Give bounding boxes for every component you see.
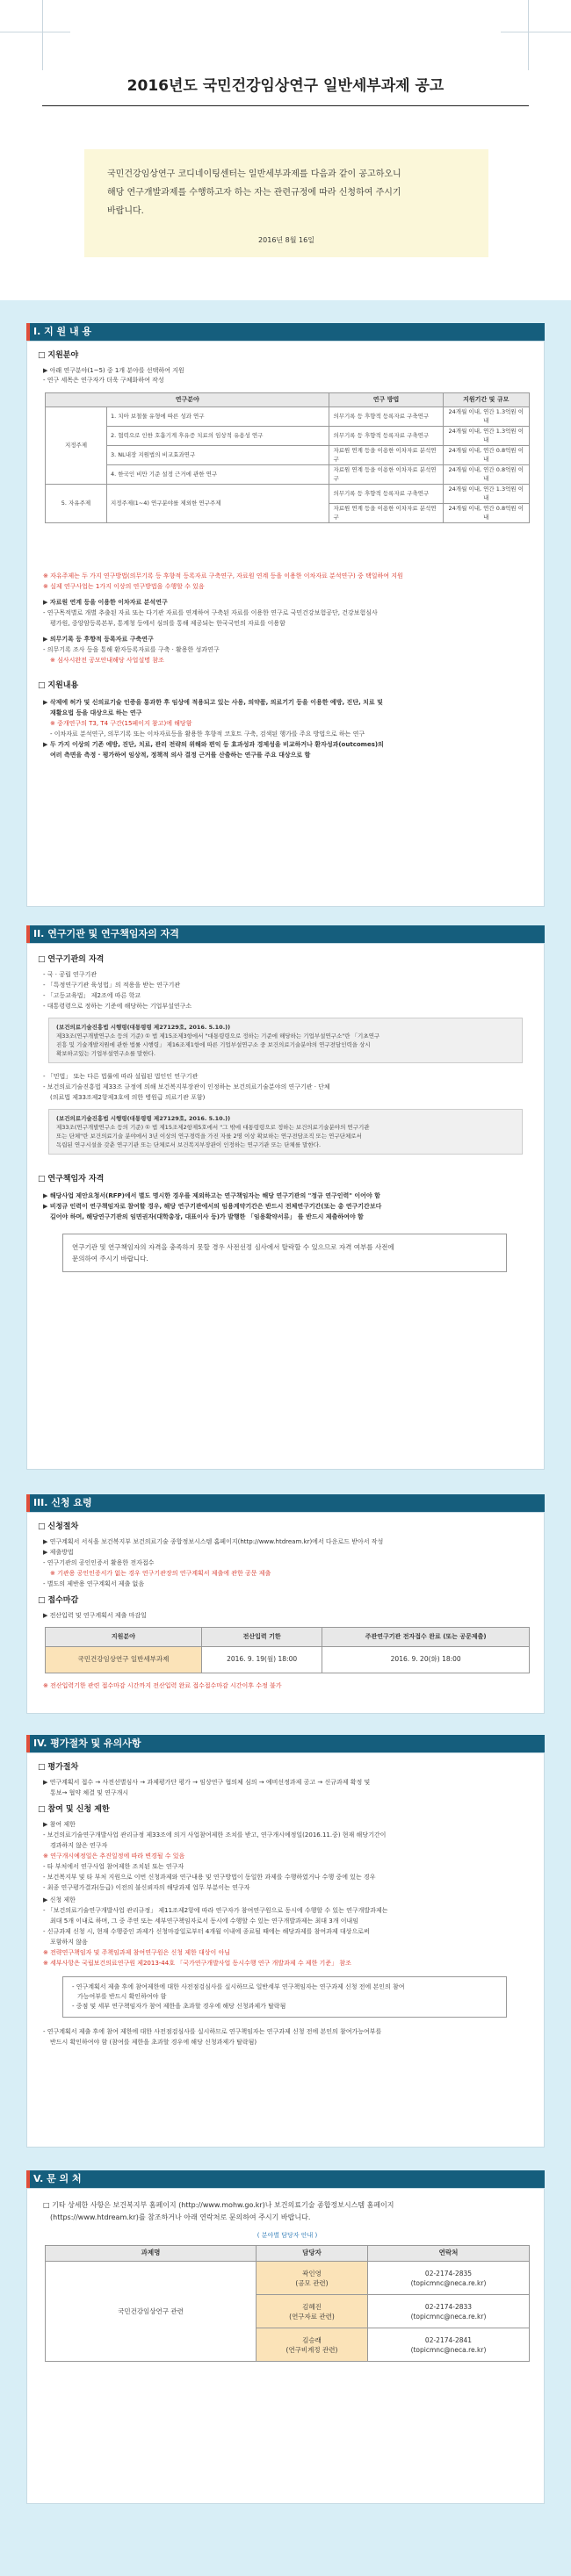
contact-email[interactable]: (topicmnc@neca.re.kr): [410, 2345, 487, 2354]
contact-phone: 02-2174-2841: [424, 2335, 473, 2344]
notice-line: 바랍니다.: [107, 206, 144, 216]
table-cell: 24개월 이내, 연간 0.8억원 이내: [443, 504, 529, 523]
subheading: □ 평가절차: [38, 1762, 78, 1774]
law-text: 제33조(연구개발연구소 등의 기준) ① 법 제15조제2항제5호에서 "그 밖에 대통령령으로 정하는 보건의료기술분야의 연구기관: [56, 1124, 370, 1131]
note: ※ 세부사항은 국립보건의료연구원 제2013-44호 「국가연구개발사업 동시수행 연구 개발과제 수 제한 기준」 참조: [43, 1960, 351, 1967]
subheading: □ 참여 및 신청 제한: [38, 1804, 110, 1816]
note: ※ 전산입력기한 관련 접수마감 시간까지 전산입력 완료 접수접수마감 시간이후 수정 불가: [43, 1682, 282, 1689]
page-title: 2016년도 국민건강임상연구 일반세부과제 공고: [126, 77, 445, 95]
paragraph: 포함하지 않음: [50, 1939, 88, 1946]
section-card: [26, 1512, 545, 1714]
table-row: [46, 427, 530, 446]
paragraph: 반드시 확인하여야 함 (참여를 제한을 초과할 경우에 해당 신청과제가 탈락됨): [50, 2039, 257, 2046]
contact-phone: 02-2174-2835: [424, 2269, 473, 2277]
paragraph: 여러 측면을 측정 · 평가하여 임상적, 정책적 의사 결정 근거를 산출하는 연구를 주요 대상으로 함: [50, 752, 311, 759]
table-row: [46, 2262, 530, 2295]
contact-name: 김혜진: [302, 2302, 322, 2311]
table-cell: 24개월 이내, 연간 1.3억원 이내: [443, 485, 529, 504]
section-title: V. 문 의 처: [26, 2170, 545, 2188]
contact-info: [368, 2295, 530, 2328]
note: ※ 심사시완전 공모안내해당 사업설명 참조: [50, 657, 164, 664]
note: ※ 연구개시예정일은 추진일정에 따라 변경될 수 있음: [43, 1853, 185, 1860]
paragraph: - 의무기록 조사 등을 통해 환자등록자료를 구축 · 활용한 성과연구: [43, 646, 220, 653]
law-title: (보건의료기술진흥법 시행령(대통령령 제27129호, 2016. 5.10.)): [56, 1115, 231, 1122]
paragraph: - 연구계획서 제출 후에 참여 제한에 대한 사전점검심사를 실시하므로 연구책임자는 연구과제 신청 전에 본인의 참여가능여부를: [43, 2028, 382, 2035]
paragraph: - 국 · 공립 연구기관: [43, 971, 97, 978]
paragraph: ▶ 연구계획서 접수 → 사전선별심사 → 과제평가단 평가 → 임상연구 협의체 심의 → 예비선정과제 공고 → 신규과제 확정 및: [43, 1779, 371, 1786]
contact-role: (연구자료 관련): [289, 2312, 335, 2321]
paragraph: ▶ 아래 연구분야(1~5) 중 1개 분야를 선택하여 지원: [43, 367, 184, 374]
table-cell: 2. 협력으로 인한 호흡기계 후유증 치료의 임상적 유용성 연구: [107, 427, 329, 446]
table-cell: 3. NL내장 지원법의 비교효과연구: [107, 446, 329, 465]
warning-text: 가능여부를 반드시 확인하여야 함: [77, 1993, 167, 2000]
corner-line: [42, 0, 43, 70]
section-card: [26, 341, 545, 907]
contact-info: [368, 2328, 530, 2362]
contact-email[interactable]: (topicmnc@neca.re.kr): [410, 2278, 487, 2287]
contact-role: (공모 관련): [295, 2278, 329, 2287]
paragraph: 평가원, 중앙암등록본부, 통계청 등에서 심의를 통해 제공되는 한국국민의 자료를 이용함: [50, 620, 286, 627]
deadline-table: [45, 1627, 530, 1673]
contact-email[interactable]: (topicmnc@neca.re.kr): [410, 2312, 487, 2321]
paragraph: (https://www.htdream.kr)를 참조하거나 아래 연락처로 문의하여 주시기 바랍니다.: [50, 2213, 311, 2221]
law-text: 독립된 연구시설을 갖춘 연구기관 또는 단체로서 보건복지부장관이 인정하는 연구기관 또는 단체를 말한다.: [56, 1141, 322, 1148]
paragraph: 길어야 하며, 해당연구기관의 임면권자(대학총장, 대표이사 등)가 발행한 「임용확약서류」 를 반드시 제출하여야 함: [50, 1213, 364, 1220]
table-header: 연구 방법: [329, 393, 443, 407]
paragraph: - 「보건의료기술연구개발사업 관리규정」 제11조제2항에 따라 연구자가 참여연구원으로 동시에 수행할 수 있는 연구개발과제는: [43, 1907, 388, 1914]
table-cell: 24개월 이내, 연간 1.3억원 이내: [443, 407, 529, 427]
subheading: □ 지원분야: [38, 350, 78, 362]
paragraph: 최대 5개 이내로 하며, 그 중 주연 또는 세부연구책임자로서 동시에 수행할 수 있는 연구개발과제는 최대 3개 이내임: [50, 1918, 359, 1925]
table-cell: 자료원 연계 등을 이용한 이차자료 분석연구: [329, 504, 443, 523]
paragraph: ▶ 신청 제한: [43, 1896, 76, 1903]
subheading: □ 접수마감: [38, 1595, 78, 1607]
table-cell: 국민건강임상연구 일반세부과제: [46, 1647, 202, 1673]
table-cell: 의무기록 등 후향적 등록자료 구축연구: [329, 407, 443, 427]
law-text: 또는 단체"란 보건의료기술 분야에서 3년 이상의 연구경력을 가진 자를 2명 이상 확보하는 연구전담조직 또는 연구단체로서: [56, 1133, 362, 1140]
table-cell: 5. 자유주제: [46, 485, 107, 523]
paragraph: - 연구기관의 공인인증서 활용한 전자접수: [43, 1559, 155, 1566]
paragraph: ▶ 전산입력 및 연구계획서 제출 마감일: [43, 1612, 147, 1619]
table-header: 과제명: [46, 2246, 257, 2262]
section-card: [26, 1752, 545, 2148]
table-header: 담당자: [257, 2246, 368, 2262]
table-cell: 24개월 이내, 연간 0.8억원 이내: [443, 465, 529, 485]
table-row: [46, 1647, 530, 1673]
contact-name: 곽인영: [302, 2269, 322, 2277]
section-card: [26, 943, 545, 1470]
notice-line: 해당 연구개발과제를 수행하고자 하는 자는 관련규정에 따라 신청하여 주시기: [107, 188, 401, 198]
paragraph: ▶ 연구계획서 서식을 보건복지부 보건의료기술 종합정보시스템 홈페이지(http://www.htdream.kr)에서 다운로드 받아서 작성: [43, 1538, 384, 1545]
law-text: 제33조(연구개발연구소 등의 기준) ① 법 제15조제3항에서 "대통령령으로 정하는 기준에 해당하는 기업부설연구소"란 「기초연구: [56, 1033, 380, 1040]
subheading: □ 지원내용: [38, 680, 78, 692]
note: ※ 자유주제는 두 가지 연구방법(의무기록 등 후향적 등록자료 구축연구, 자료원 연계 등을 이용한 이차자료 분석연구) 중 택일하여 지원: [43, 572, 403, 579]
paragraph: - 보건의료기술연구개발사업 관리규정 제33조에 의거 사업참여제한 조치를 받고, 연구개시예정일(2016.11.중) 현재 해당기간이: [43, 1831, 387, 1838]
subheading: □ 연구책임자 자격: [38, 1174, 104, 1185]
support-table: [45, 392, 530, 523]
table-header: 주관연구기관 전자접수 완료 (또는 공문제출): [322, 1628, 530, 1647]
paragraph: (의료법 제33조제2항제3호에 의한 병원급 의료기관 포함): [50, 1094, 206, 1101]
subheading: □ 연구기관의 자격: [38, 954, 104, 966]
notice-date: 2016년 8월 16일: [258, 236, 314, 244]
contact-role: (연구비계정 관련): [286, 2345, 338, 2354]
paragraph: ▶ 자료원 연계 등을 이용한 이차자료 분석연구: [43, 599, 168, 606]
paragraph: - 「민법」 또는 다른 법률에 따라 설립된 법인인 연구기관: [43, 1073, 199, 1080]
paragraph: - 연구목적별로 개별 추출된 자료 또는 다기관 자료를 연계하여 구축된 자료를 이용한 연구로 국민건강보험공단, 건강보험심사: [43, 609, 378, 616]
warning-text: 연구기관 및 연구책임자의 자격을 충족하지 못할 경우 사전선정 심사에서 탈락할 수 있으므로 자격 여부를 사전에: [72, 1243, 394, 1251]
warning-box: [62, 1976, 507, 2018]
contact-person: [257, 2328, 368, 2362]
table-header: 연구분야: [46, 393, 329, 407]
warning-text: - 중점 및 세부 연구책임자가 참여 제한을 초과할 경우에 해당 신청과제가 탈락됨: [72, 2003, 286, 2010]
paragraph: ▶ 참여 제한: [43, 1821, 76, 1828]
table-cell: 의무기록 등 후향적 등록자료 구축연구: [329, 485, 443, 504]
paragraph: ▶ 의무기록 등 후향적 등록자료 구축연구: [43, 636, 154, 643]
section-card: [26, 2188, 545, 2504]
table-cell: 국민건강임상연구 관련: [46, 2262, 257, 2362]
warning-text: - 연구계획서 제출 후에 참여제한에 대한 사전점검심사를 실시하므로 일반세부 연구책임자는 연구과제 신청 전에 본인의 참여: [72, 1983, 405, 1990]
paragraph: - 보건의료기술진흥법 제33조 규정에 의해 보건복지부장관이 인정하는 보건의료기술분야의 연구기관 · 단체: [43, 1083, 330, 1090]
contact-table: [45, 2245, 530, 2362]
contact-person: [257, 2262, 368, 2295]
paragraph: 재활요법 등을 대상으로 하는 연구: [50, 709, 142, 716]
table-header: 연락처: [368, 2246, 530, 2262]
contact-info: [368, 2262, 530, 2295]
paragraph: - 별도의 제반용 연구계획서 제출 없음: [43, 1580, 145, 1587]
paragraph: - 연구 세목은 연구자가 더욱 구체화하여 작성: [43, 377, 164, 384]
corner-line: [528, 0, 529, 70]
paragraph: ▶ 해당사업 제안요청서(RFP)에서 별도 명시한 경우를 제외하고는 연구책임자는 해당 연구기관의 "정규 연구인력" 이어야 함: [43, 1192, 380, 1199]
header-area: [0, 0, 571, 300]
table-cell: 자료원 연계 등을 이용한 이차자료 분석연구: [329, 446, 443, 465]
table-cell: 4. 한국인 비만 기준 설정 근거에 관한 연구: [107, 465, 329, 485]
content-area: [0, 300, 571, 2576]
note: ※ 실제 연구사업는 1가지 이상의 연구방법을 수행할 수 있음: [43, 583, 205, 590]
paragraph: - 대통령령으로 정하는 기준에 해당하는 기업부설연구소: [43, 1003, 192, 1010]
law-text: 확보하고있는 기업부설연구소를 말한다.: [56, 1050, 155, 1057]
table-row: [46, 446, 530, 465]
contact-phone: 02-2174-2833: [424, 2302, 473, 2311]
title-divider: [42, 105, 529, 106]
paragraph: - 타 부처에서 연구사업 참여제한 조치된 또는 연구자: [43, 1863, 184, 1870]
paragraph: - 「특정연구기관 육성법」의 적용을 받는 연구기관: [43, 982, 181, 989]
law-box: [48, 1109, 523, 1155]
paragraph: ▶ 제출방법: [43, 1549, 74, 1556]
section-title: IV. 평가절차 및 유의사항: [26, 1735, 545, 1752]
section-title: I. 지 원 내 용: [26, 323, 545, 341]
paragraph: - 최종 연구평가결과(등급) 이전의 불신뢰자의 해당과제 업무 부분이는 연구자: [43, 1884, 250, 1891]
table-cell: 24개월 이내, 연간 1.3억원 이내: [443, 427, 529, 446]
paragraph: ▶ 비정규 인력이 연구책임자로 참여할 경우, 해당 연구기관에서의 임용계약기간은 반드시 전체연구기간(또는 총 연구기간보다: [43, 1203, 382, 1210]
table-row: [46, 465, 530, 485]
section-title: II. 연구기관 및 연구책임자의 자격: [26, 925, 545, 943]
paragraph: - 보건복지부 및 타 부처 지원으로 이번 신청과제와 연구내용 및 연구방법이 동일한 과제를 수행하였거나 수행 중에 있는 경우: [43, 1874, 376, 1881]
warning-text: 문의하여 주시기 바랍니다.: [72, 1255, 148, 1263]
table-header: 지원기간 및 규모: [443, 393, 529, 407]
subheading: □ 신청절차: [38, 1522, 78, 1533]
paragraph: □ 기타 상세한 사항은 보건복지부 홈페이지 (http://www.mohw.go.kr)나 보건의료기술 종합정보시스템 홈페이지: [43, 2201, 394, 2209]
contact-name: 김승래: [302, 2335, 322, 2344]
warning-box: [62, 1234, 507, 1272]
table-cell: 지정주제: [46, 407, 107, 485]
paragraph: - 신규과제 신청 시, 현재 수행중인 과제가 신청마감일로부터 4개월 이내에 종료될 때에는 해당과제를 참여과제 대상으로써: [43, 1928, 370, 1935]
paragraph: 경과하지 않은 연구자: [50, 1842, 108, 1849]
table-cell: 2016. 9. 20(화) 18:00: [322, 1647, 530, 1673]
law-text: 진흥 및 기술개발지원에 관한 법률 시행령」 제16조제1항에 따른 기업부설연구소 중 보건의료기술분야의 연구전담인력을 상시: [56, 1041, 371, 1048]
section-title: III. 신청 요령: [26, 1494, 545, 1512]
note: ※ 중개연구의 T3, T4 구간(15페이지 참고)에 해당함: [50, 720, 192, 727]
table-cell: 지정주제(1~4) 연구분야를 제외한 연구주제: [107, 485, 329, 523]
table-row: [46, 485, 530, 504]
table-cell: 자료원 연계 등을 이용한 이차자료 분석연구: [329, 465, 443, 485]
table-header: 전산입력 기한: [201, 1628, 322, 1647]
table-cell: 의무기록 등 후향적 등록자료 구축연구: [329, 427, 443, 446]
table-cell: 24개월 이내, 연간 0.8억원 이내: [443, 446, 529, 465]
notice-box: [84, 149, 488, 257]
note: ※ 전략연구책임자 및 주책임과제 참여연구원은 신청 제한 대상이 아님: [43, 1949, 231, 1956]
paragraph: - 이차자료 분석연구, 의무기록 또는 이차자료등을 활용한 후향적 코호트 구축, 검색된 행가를 주요 방법으로 하는 연구: [50, 730, 365, 738]
contact-person: [257, 2295, 368, 2328]
contact-subtitle: ( 분야별 담당자 안내 ): [257, 2232, 318, 2239]
law-box: [48, 1018, 523, 1063]
law-title: (보건의료기술진흥법 시행령(대통령령 제27129호, 2016. 5.10.)): [56, 1024, 231, 1031]
paragraph: - 「고등교육법」 제2조에 따른 학교: [43, 992, 141, 999]
paragraph: ▶ 두 가지 이상의 기존 예방, 진단, 치료, 관리 전략의 위해와 편익 등 효과성과 경제성을 비교하거나 환자성과(outcomes)의: [43, 741, 384, 748]
notice-line: 국민건강임상연구 코디네이팅센터는 일반세부과제를 다음과 같이 공고하오니: [107, 169, 401, 179]
table-cell: 2016. 9. 19(월) 18:00: [201, 1647, 322, 1673]
table-cell: 1. 치아 보철물 유형에 따른 성과 연구: [107, 407, 329, 427]
table-row: [46, 407, 530, 427]
paragraph: ▶ 삭제에 허가 및 신의료기술 인증을 통과한 후 임상에 적용되고 있는 사용, 의약품, 의료기기 등을 이용한 예방, 진단, 치료 및: [43, 699, 383, 706]
table-header: 지원분야: [46, 1628, 202, 1647]
paragraph: 통보→ 협약 체결 및 연구개시: [50, 1789, 129, 1796]
note: ※ 기관용 공인인증서가 없는 경우 연구기관장의 연구계획서 제출에 관한 공문 제출: [50, 1570, 271, 1577]
